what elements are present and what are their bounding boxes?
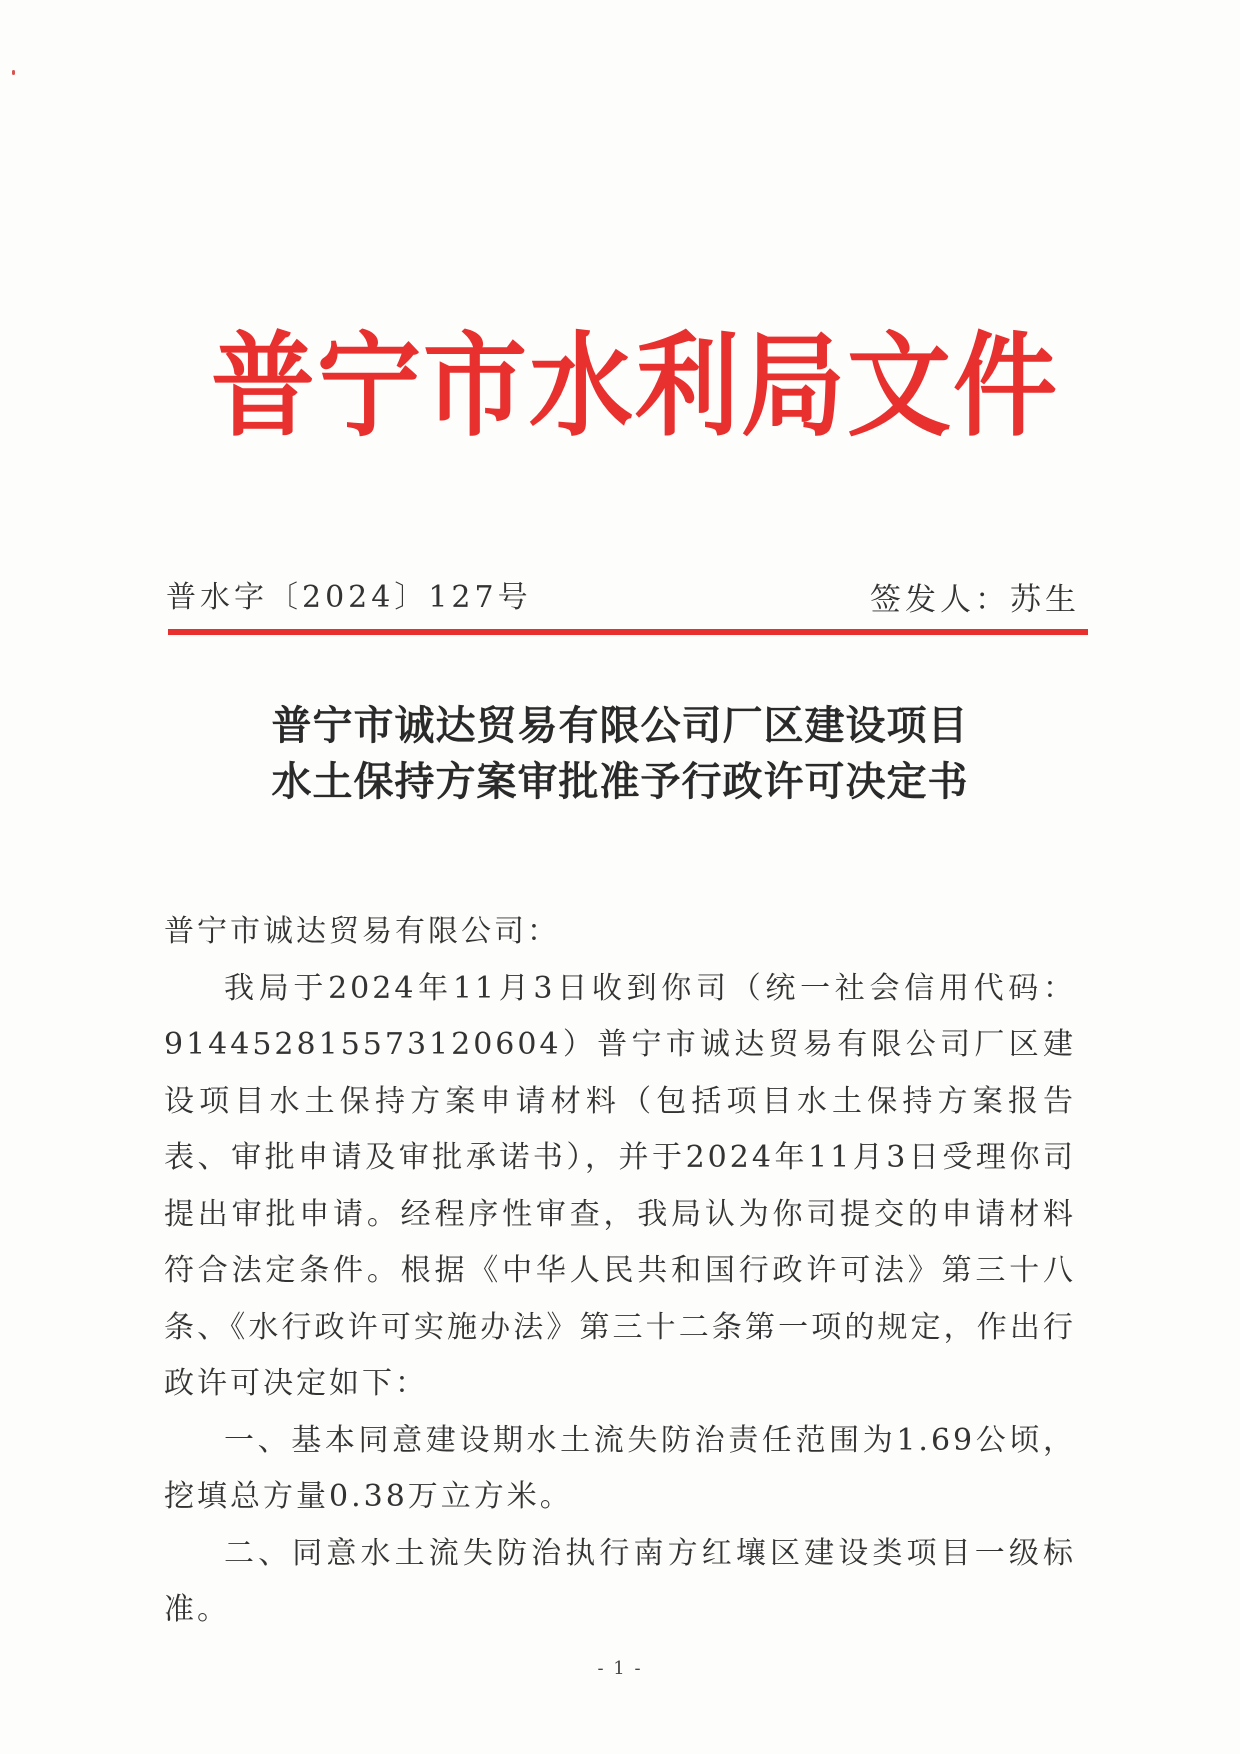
header-divider — [168, 629, 1088, 635]
signer: 签发人：苏生 — [870, 582, 1080, 618]
document-number: 普水字〔2024〕127号 — [166, 580, 532, 615]
body-paragraph-3: 二、同意水土流失防治执行南方红壤区建设类项目一级标准。 — [164, 1535, 1076, 1627]
document-subject — [160, 698, 1080, 810]
document-body — [164, 904, 1076, 1639]
subject-line-2: 水土保持方案审批准予行政许可决定书 — [271, 759, 969, 805]
document-header-title: 普宁市水利局文件 — [210, 319, 1059, 453]
body-paragraph-2: 一、基本同意建设期水土流失防治责任范围为1.69公顷，挖填总方量0.38万立方米。 — [164, 1422, 1076, 1514]
scan-speck — [12, 70, 15, 75]
subject-line-1: 普宁市诚达贸易有限公司厂区建设项目 — [271, 703, 969, 749]
body-paragraph-1: 我局于2024年11月3日收到你司（统一社会信用代码：914452815573120604）普宁市诚达贸易有限公司厂区建设项目水土保持方案申请材料（包括项目水土保持方案报告表、审批申请及审批承诺书），并于2024年11月3日受理你司提出审批申请。经程序性审查，我局认为你司提交的申请材料符合法定条件。根据《中华人民共和国行政许可法》第三十八条、《水行政许可实施办法》第三十二条第一项的规定，作出行政许可决定如下： — [164, 970, 1076, 1401]
addressee: 普宁市诚达贸易有限公司： — [164, 914, 560, 949]
page-number: - 1 - — [597, 1658, 643, 1679]
